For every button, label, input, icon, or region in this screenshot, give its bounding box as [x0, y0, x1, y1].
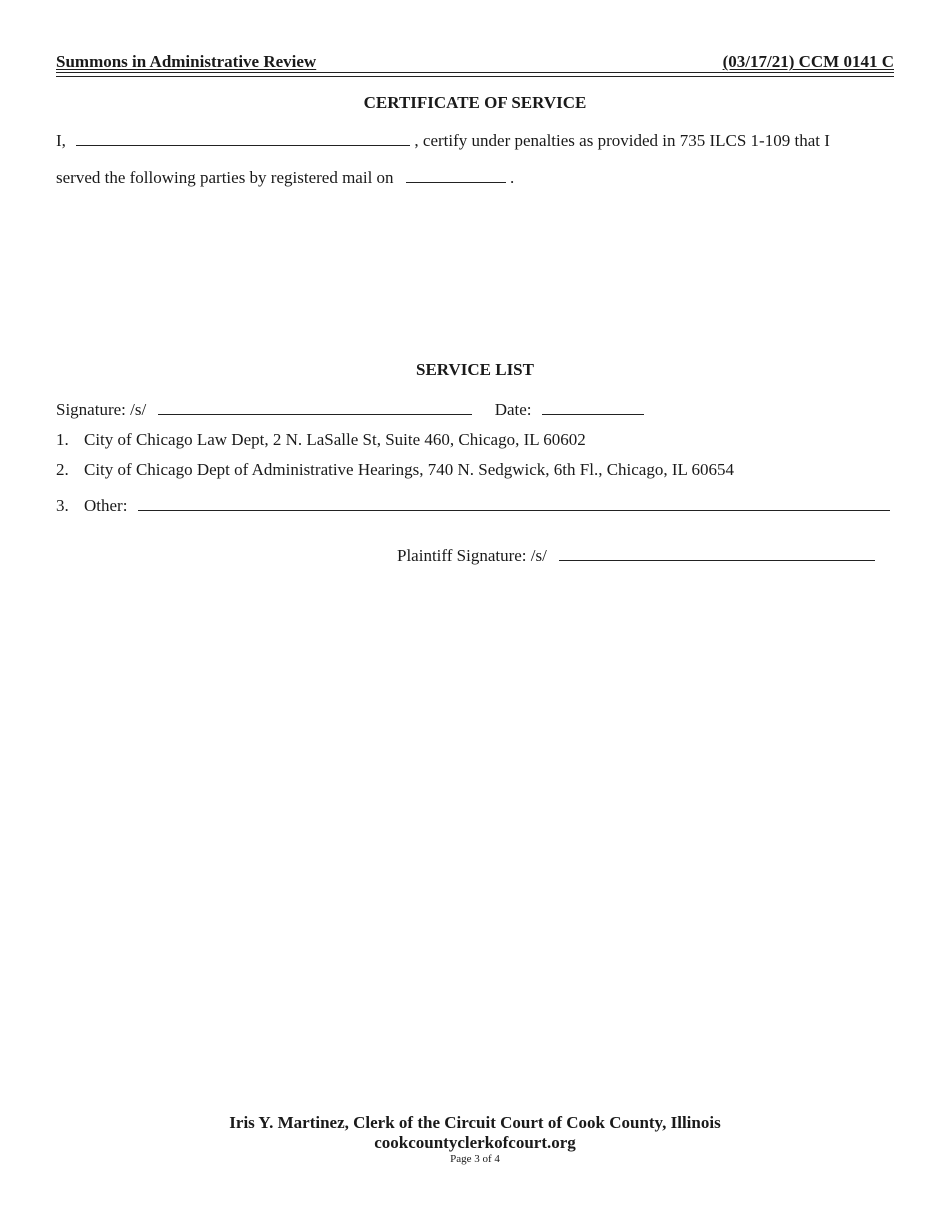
- plaintiff-signature-label: Plaintiff Signature: /s/: [397, 546, 547, 565]
- certificate-prefix: I,: [56, 131, 66, 150]
- signature-label: Signature: /s/: [56, 400, 147, 419]
- page-header: [56, 52, 894, 72]
- header-rule-top: [56, 72, 894, 73]
- clerk-name: Iris Y. Martinez, Clerk of the Circuit Court of Cook County, Illinois: [229, 1113, 721, 1132]
- certificate-line-2: [56, 168, 514, 188]
- date-field[interactable]: [542, 413, 644, 415]
- header-rule-bottom: [56, 76, 894, 77]
- plaintiff-signature-row: [397, 546, 875, 566]
- other-field[interactable]: [138, 509, 890, 511]
- service-list-title: SERVICE LIST: [416, 360, 534, 379]
- form-title: Summons in Administrative Review: [56, 52, 317, 71]
- list-item-number: 3.: [56, 496, 69, 515]
- plaintiff-signature-field[interactable]: [559, 559, 875, 561]
- certificate-suffix: , certify under penalties as provided in 735 ILCS 1-109 that I: [414, 131, 830, 150]
- list-item-text: City of Chicago Law Dept, 2 N. LaSalle St, Suite 460, Chicago, IL 60602: [84, 430, 586, 449]
- certificate-line-1: [56, 131, 830, 151]
- list-item-number: 1.: [56, 430, 69, 449]
- mail-date-field[interactable]: [406, 181, 506, 183]
- date-label: Date:: [494, 400, 532, 419]
- certificate-mail-text: served the following parties by registered mail on: [56, 168, 394, 187]
- signature-field[interactable]: [158, 413, 472, 415]
- other-label: Other:: [84, 496, 128, 515]
- court-website[interactable]: cookcountyclerkofcourt.org: [374, 1133, 576, 1152]
- list-item: [56, 460, 734, 480]
- list-item-text: City of Chicago Dept of Administrative Hearings, 740 N. Sedgwick, 6th Fl., Chicago, IL 60654: [84, 460, 735, 479]
- certifier-name-field[interactable]: [76, 144, 410, 146]
- page-number: Page 3 of 4: [450, 1153, 500, 1165]
- list-item: [56, 430, 586, 450]
- signature-row: [56, 400, 644, 420]
- list-item: [56, 496, 894, 516]
- form-code: (03/17/21) CCM 0141 C: [722, 52, 894, 71]
- certificate-title: CERTIFICATE OF SERVICE: [363, 93, 587, 112]
- list-item-number: 2.: [56, 460, 69, 479]
- page-footer: [0, 1113, 950, 1165]
- certificate-line-end: .: [510, 168, 515, 187]
